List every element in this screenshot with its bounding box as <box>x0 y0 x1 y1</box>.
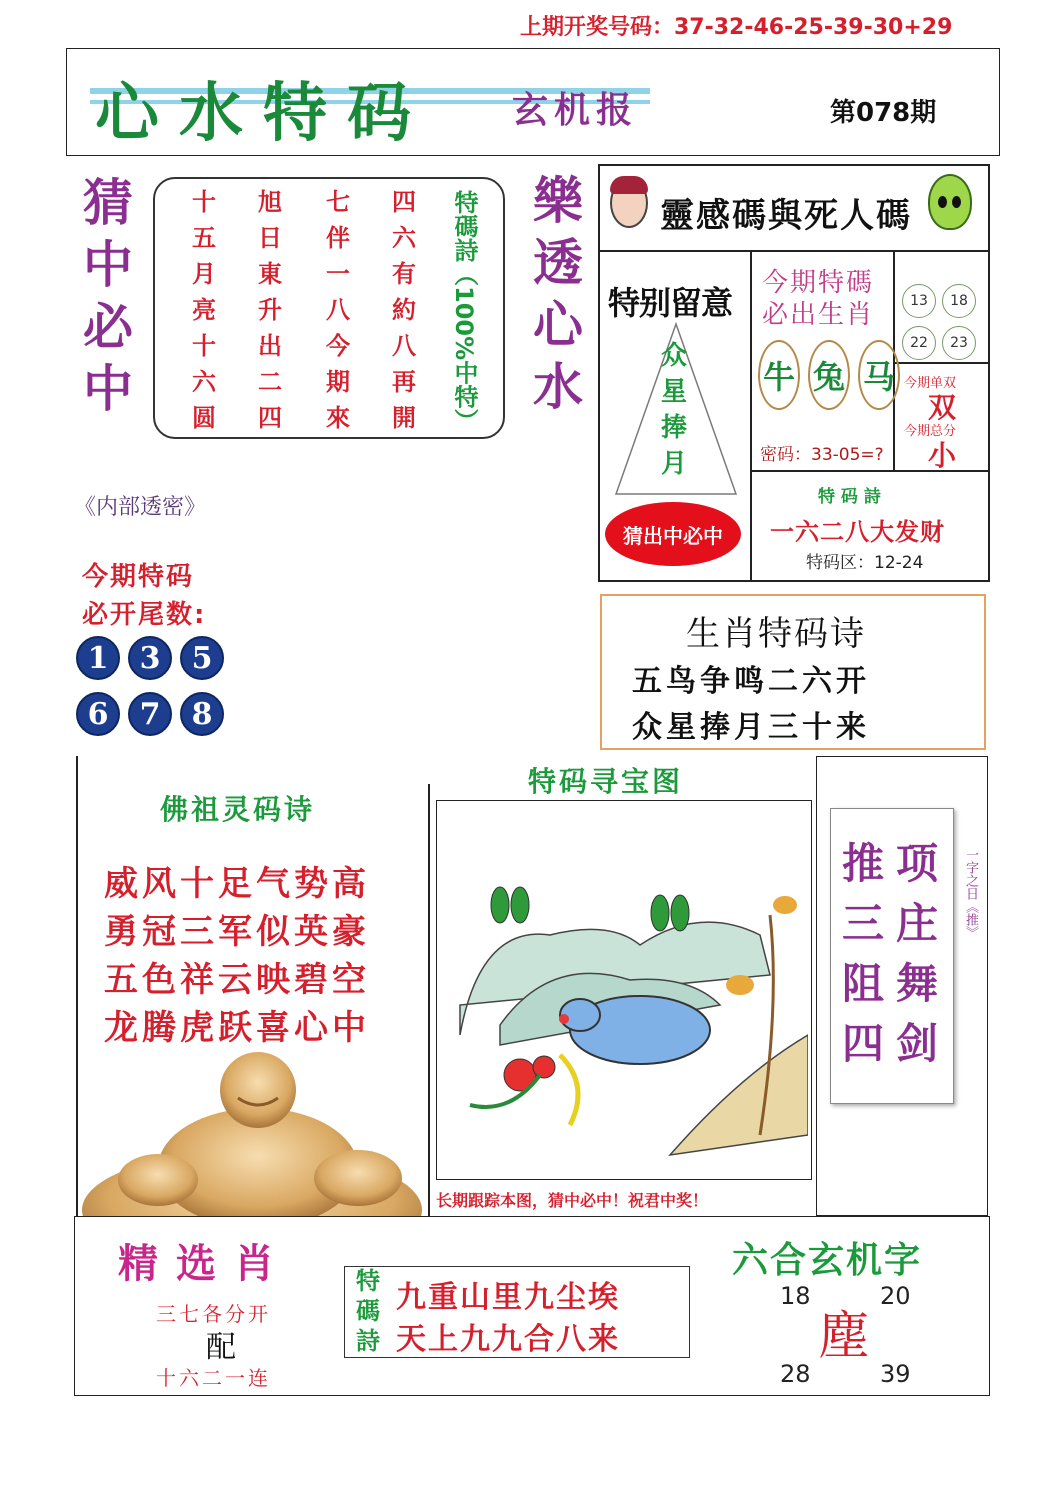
jing-xuan-text: 精选肖 <box>118 1241 292 1287</box>
poem-grid-label: 特碼詩（100%中特） <box>450 190 478 433</box>
xuanji-number: 20 <box>880 1282 911 1310</box>
poem-char: 四 <box>258 404 282 432</box>
alien-icon <box>928 174 972 230</box>
riddle-char: 阻 <box>841 959 884 1008</box>
number-circle: 23 <box>942 326 976 360</box>
poem-char: 亮 <box>192 296 216 324</box>
poem-char: 四 <box>392 188 416 216</box>
poem-char: 東 <box>258 260 282 288</box>
poem-char: 圆 <box>192 404 216 432</box>
ling-gan-title-divider <box>598 250 990 252</box>
ling-gan-poem-text: 一六二八大发财 <box>770 518 945 546</box>
xuanji-number: 28 <box>780 1360 811 1388</box>
inner-secret-line2: 必开尾数: <box>82 600 207 630</box>
poem-char: 五 <box>192 224 216 252</box>
poem-char: 伴 <box>326 224 350 252</box>
paper-subtitle: 玄机报 <box>512 90 639 131</box>
poem-char: 月 <box>192 260 216 288</box>
triangle-text <box>654 338 694 482</box>
ling-gan-title: 靈感碼與死人碼 <box>660 196 912 236</box>
inner-secret-line1: 今期特码 <box>82 562 195 592</box>
poem-column-3 <box>318 184 358 436</box>
bottom-hint-line1: 三七各分开 <box>156 1302 271 1326</box>
riddle-column-1 <box>838 834 888 1074</box>
slogan-char: 透 <box>533 234 583 292</box>
red-badge-text: 猜出中必中 <box>623 523 723 548</box>
jing-xuan-title <box>118 1232 292 1289</box>
inner-secret-title: 《内部透密》 <box>74 495 207 520</box>
section-mid-border <box>428 784 430 1216</box>
zodiac-poem-line1: 五鸟争鸣二六开 <box>632 664 870 699</box>
poem-char: 六 <box>192 368 216 396</box>
tail-digit: 8 <box>180 692 224 736</box>
riddle-char: 剑 <box>895 1019 938 1068</box>
treasure-map-image <box>440 805 808 1175</box>
face-icon <box>610 178 648 228</box>
buddha-poem-line: 五色祥云映碧空 <box>104 960 370 1000</box>
slogan-char: 心 <box>533 296 583 354</box>
poem-char: 七 <box>326 188 350 216</box>
zodiac-oval <box>758 340 800 410</box>
riddle-column-2 <box>892 834 942 1074</box>
poem-char: 有 <box>392 260 416 288</box>
buddha-poem-line: 威风十足气势高 <box>104 864 370 904</box>
tail-digit: 3 <box>128 636 172 680</box>
riddle-char: 三 <box>841 899 884 948</box>
poem-char: 日 <box>258 224 282 252</box>
ling-gan-col-divider <box>750 250 752 582</box>
slogan-char: 中 <box>83 236 133 294</box>
slogan-char: 水 <box>533 358 583 416</box>
zodiac-oval <box>808 340 850 410</box>
poem-char: 期 <box>326 368 350 396</box>
buddha-poem-title: 佛祖灵码诗 <box>160 793 316 826</box>
today-special-line1: 今期特碼 <box>762 268 875 298</box>
poem-char: 旭 <box>258 188 282 216</box>
triangle-char: 众 <box>660 341 687 371</box>
poem-column-1 <box>184 184 224 436</box>
left-vertical-slogan <box>78 172 138 420</box>
bottom-pei: 配 <box>206 1330 236 1365</box>
special-notice: 特别留意 <box>608 284 733 322</box>
bottom-hint-line2: 十六二一连 <box>156 1366 271 1390</box>
poem-char: 十 <box>192 332 216 360</box>
riddle-side-note: 一字之日《推》 <box>963 848 978 939</box>
treasure-map-caption: 长期跟踪本图，猜中必中！祝君中奖！ <box>436 1191 709 1210</box>
poem-char: 升 <box>258 296 282 324</box>
poem-column-4 <box>384 184 424 436</box>
riddle-char: 庄 <box>895 899 938 948</box>
right-vertical-slogan <box>528 170 588 418</box>
poem-char: 八 <box>392 332 416 360</box>
poem-char: 出 <box>258 332 282 360</box>
riddle-char: 项 <box>895 839 938 888</box>
poem-char: 六 <box>392 224 416 252</box>
zodiac-oval <box>858 340 900 410</box>
buddha-poem-line: 龙腾虎跃喜心中 <box>104 1008 370 1048</box>
tail-digit: 7 <box>128 692 172 736</box>
slogan-char: 樂 <box>533 172 583 230</box>
triangle-char: 星 <box>660 377 687 407</box>
xuanji-char: 塵 <box>818 1307 871 1367</box>
poem-label-char: 詩 <box>356 1327 380 1355</box>
number-circle: 18 <box>942 284 976 318</box>
poem-char: 二 <box>258 368 282 396</box>
poem-char: 十 <box>192 188 216 216</box>
bottom-poem-line1: 九重山里九尘埃 <box>396 1280 620 1315</box>
poem-char: 約 <box>392 296 416 324</box>
slogan-char: 中 <box>83 360 133 418</box>
poem-label-char: 特 <box>356 1267 380 1295</box>
poem-char: 八 <box>326 296 350 324</box>
poem-char: 開 <box>392 404 416 432</box>
ling-gan-num-divider <box>893 362 990 364</box>
red-badge <box>605 502 741 566</box>
riddle-char: 四 <box>841 1019 884 1068</box>
triangle-char: 捧 <box>660 413 687 443</box>
poem-char: 今 <box>326 332 350 360</box>
tail-digit: 6 <box>76 692 120 736</box>
bottom-poem-label <box>350 1266 386 1356</box>
number-circle: 13 <box>902 284 936 318</box>
treasure-map-title: 特码寻宝图 <box>528 765 684 798</box>
bottom-poem-line2: 天上九九合八来 <box>396 1322 620 1357</box>
today-special-line2: 必出生肖 <box>762 300 875 330</box>
total-label: 今期总分 <box>904 424 957 439</box>
zodiac-poem-title: 生肖特码诗 <box>686 614 866 654</box>
odd-even-label: 今期单双 <box>904 376 957 391</box>
xuanji-number: 18 <box>780 1282 811 1310</box>
special-zone: 特码区：12-24 <box>806 553 924 573</box>
triangle-char: 月 <box>660 449 687 479</box>
poem-char: 來 <box>326 404 350 432</box>
odd-even-value: 双 <box>928 391 957 424</box>
tail-digit-grid <box>76 636 228 736</box>
riddle-char: 推 <box>841 839 884 888</box>
riddle-char: 舞 <box>895 959 938 1008</box>
slogan-char: 必 <box>83 298 133 356</box>
tail-digit: 1 <box>76 636 120 680</box>
poem-column-2 <box>250 184 290 436</box>
mima-code: 密码：33-05=? <box>760 445 884 465</box>
last-draw-result: 上期开奖号码：37-32-46-25-39-30+29 <box>520 15 953 40</box>
xuanji-number: 39 <box>880 1360 911 1388</box>
total-value: 小 <box>928 439 957 472</box>
number-circle: 22 <box>902 326 936 360</box>
zodiac-char: 兔 <box>812 358 845 396</box>
number-grid <box>902 284 974 360</box>
poem-char: 一 <box>326 260 350 288</box>
zodiac-char: 牛 <box>762 358 795 396</box>
zodiac-poem-line2: 众星捧月三十来 <box>632 710 870 745</box>
poem-label-char: 碼 <box>356 1297 380 1325</box>
buddha-statue-image <box>78 1050 426 1216</box>
slogan-char: 猜 <box>83 174 133 232</box>
tail-digit: 5 <box>180 636 224 680</box>
xuanji-title: 六合玄机字 <box>732 1240 923 1281</box>
zodiac-char: 马 <box>862 358 895 396</box>
paper-title: 心水特码 <box>95 76 431 151</box>
zodiac-row <box>758 340 900 410</box>
ling-gan-poem-label: 特 码 詩 <box>818 487 881 507</box>
buddha-poem-line: 勇冠三军似英豪 <box>104 912 370 952</box>
issue-number: 第078期 <box>830 98 937 128</box>
poem-char: 再 <box>392 368 416 396</box>
